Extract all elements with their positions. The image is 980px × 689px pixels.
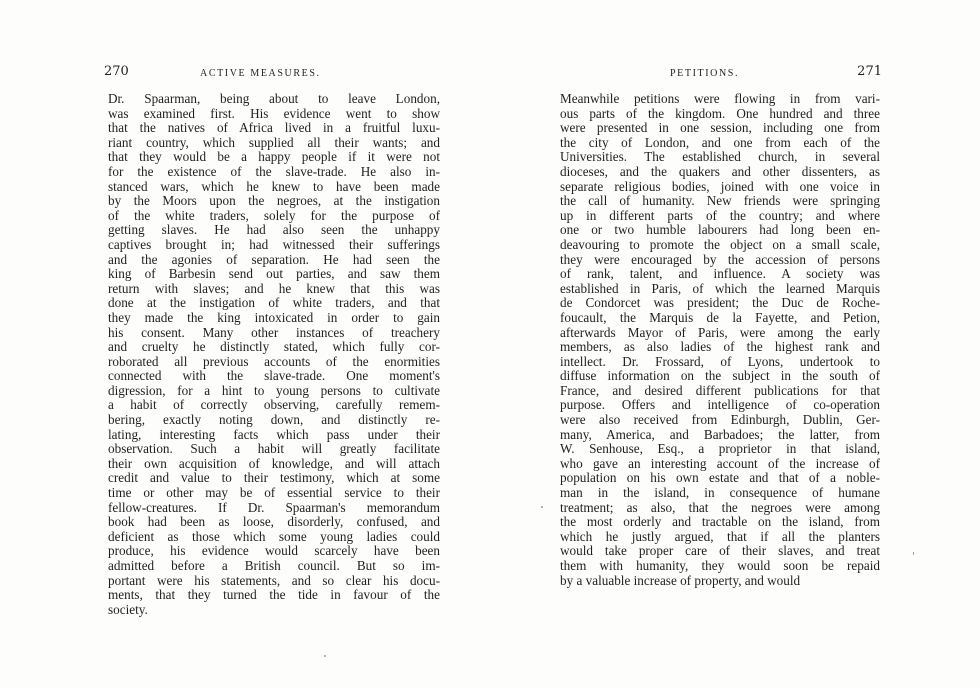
text-line: were presented in one session, including one from — [560, 121, 880, 136]
text-line: would take proper care of their slaves, and treat — [560, 544, 880, 559]
right-page — [490, 0, 980, 689]
text-line: which he justly argued, that if all the planters — [560, 529, 880, 544]
text-line: return with slaves; and he knew that this was — [108, 281, 440, 296]
text-line: bering, exactly noting down, and distinctly re- — [108, 413, 440, 428]
text-line: a habit of correctly observing, carefully remem- — [108, 398, 440, 413]
text-line: digression, for a hint to young persons to cultivate — [108, 383, 440, 398]
text-line: they were encouraged by the accession of persons — [560, 252, 880, 267]
text-line: riant country, which supplied all their wants; and — [108, 135, 440, 150]
text-line: the call of humanity. New friends were springing — [560, 194, 880, 209]
text-line: the most orderly and tractable on the island, from — [560, 515, 880, 530]
text-line: population on his own estate and that of a noble- — [560, 471, 880, 486]
text-line: ments, that they turned the tide in favour of the — [108, 588, 440, 603]
text-line: were also received from Edinburgh, Dublin, Ger- — [560, 413, 880, 428]
text-line: connected with the slave-trade. One moment's — [108, 369, 440, 384]
text-line: afterwards Mayor of Paris, were among the early — [560, 325, 880, 340]
text-line: foucault, the Marquis de la Fayette, and Petion, — [560, 310, 880, 325]
text-line: that the natives of Africa lived in a fruitful luxu- — [108, 121, 440, 136]
text-line: credit and value to their testimony, which at some — [108, 471, 440, 486]
text-line: admitted before a British council. But so im- — [108, 559, 440, 573]
text-line: established in Paris, of which the learned Marquis — [560, 281, 880, 296]
text-line: dioceses, and the quakers and other dissenters, as — [560, 164, 880, 179]
text-line: and cruelty he distinctly stated, which fully cor- — [108, 340, 440, 355]
text-line: France, and desired different publications for that — [560, 383, 880, 398]
paper-speck — [324, 655, 326, 657]
text-line: by a valuable increase of property, and would — [560, 573, 801, 588]
paper-speck — [913, 552, 914, 555]
text-line: was examined first. His evidence went to show — [108, 106, 440, 121]
text-line: diffuse information on the subject in the south of — [560, 369, 880, 384]
left-page-number: 270 — [104, 64, 129, 79]
text-line: time or other may be of essential service to their — [108, 486, 440, 501]
text-line: for the existence of the slave-trade. He also in- — [108, 164, 440, 179]
text-line: de Condorcet was president; the Duc de Roche- — [560, 296, 880, 311]
text-line: of the white traders, solely for the purpose of — [108, 208, 440, 223]
text-line: by the Moors upon the negroes, at the instigation — [108, 194, 440, 209]
right-page-number: 271 — [857, 64, 882, 79]
text-line: captives brought in; had witnessed their sufferings — [108, 237, 440, 252]
text-line: book had been as loose, disorderly, confused, and — [108, 515, 440, 530]
text-line: intellect. Dr. Frossard, of Lyons, undertook to — [560, 354, 880, 369]
text-line: up in different parts of the country; and where — [560, 208, 880, 223]
text-line: getting slaves. He had also seen the unhappy — [108, 223, 440, 238]
text-line: them with humanity, they would soon be repaid — [560, 559, 880, 573]
text-line: produce, his evidence would scarcely have been — [108, 544, 440, 559]
text-line: their own acquisition of knowledge, and will attach — [108, 456, 440, 471]
text-line: stanced wars, which he knew to have been made — [108, 179, 440, 194]
text-line: Dr. Spaarman, being about to leave London, — [108, 92, 440, 106]
text-line: Meanwhile petitions were flowing in from vari- — [560, 92, 880, 106]
text-line: Universities. The established church, in several — [560, 150, 880, 165]
text-line: of rank, talent, and influence. A society was — [560, 267, 880, 282]
left-page-body-text — [108, 92, 440, 617]
left-running-head: ACTIVE MEASURES. — [200, 68, 321, 79]
paper-speck — [541, 506, 543, 508]
text-line: members, as also ladies of the highest rank and — [560, 340, 880, 355]
right-page-header — [552, 64, 882, 80]
text-line: the city of London, and one from each of the — [560, 135, 880, 150]
text-line: deavouring to promote the object on a small scale, — [560, 237, 880, 252]
text-line: separate religious bodies, joined with one voice in — [560, 179, 880, 194]
left-page-header — [104, 64, 440, 80]
text-line: portant were his statements, and so clear his docu- — [108, 573, 440, 588]
right-running-head: PETITIONS. — [670, 68, 740, 79]
text-line: and the agonies of separation. He had seen the — [108, 252, 440, 267]
text-line: purpose. Offers and intelligence of co-operation — [560, 398, 880, 413]
text-line: deficient as those which some young ladies could — [108, 529, 440, 544]
text-line: done at the instigation of white traders, and that — [108, 296, 440, 311]
text-line: king of Barbesin send out parties, and saw them — [108, 267, 440, 282]
text-line: who gave an interesting account of the increase of — [560, 456, 880, 471]
text-line: they made the king intoxicated in order to gain — [108, 310, 440, 325]
text-line: fellow-creatures. If Dr. Spaarman's memorandum — [108, 500, 440, 515]
text-line: ous parts of the kingdom. One hundred and three — [560, 106, 880, 121]
text-line: his consent. Many other instances of treachery — [108, 325, 440, 340]
right-page-body-text — [560, 92, 880, 588]
text-line: that they would be a happy people if it were not — [108, 150, 440, 165]
text-line: lating, interesting facts which pass under their — [108, 427, 440, 442]
text-line: society. — [108, 602, 148, 617]
text-line: one or two humble labourers had long been en- — [560, 223, 880, 238]
text-line: man in the island, in consequence of humane — [560, 486, 880, 501]
text-line: W. Senhouse, Esq., a proprietor in that island, — [560, 442, 880, 457]
text-line: roborated all previous accounts of the enormities — [108, 354, 440, 369]
text-line: many, America, and Barbadoes; the latter, from — [560, 427, 880, 442]
text-line: observation. Such a habit will greatly facilitate — [108, 442, 440, 457]
text-line: treatment; as also, that the negroes were among — [560, 500, 880, 515]
